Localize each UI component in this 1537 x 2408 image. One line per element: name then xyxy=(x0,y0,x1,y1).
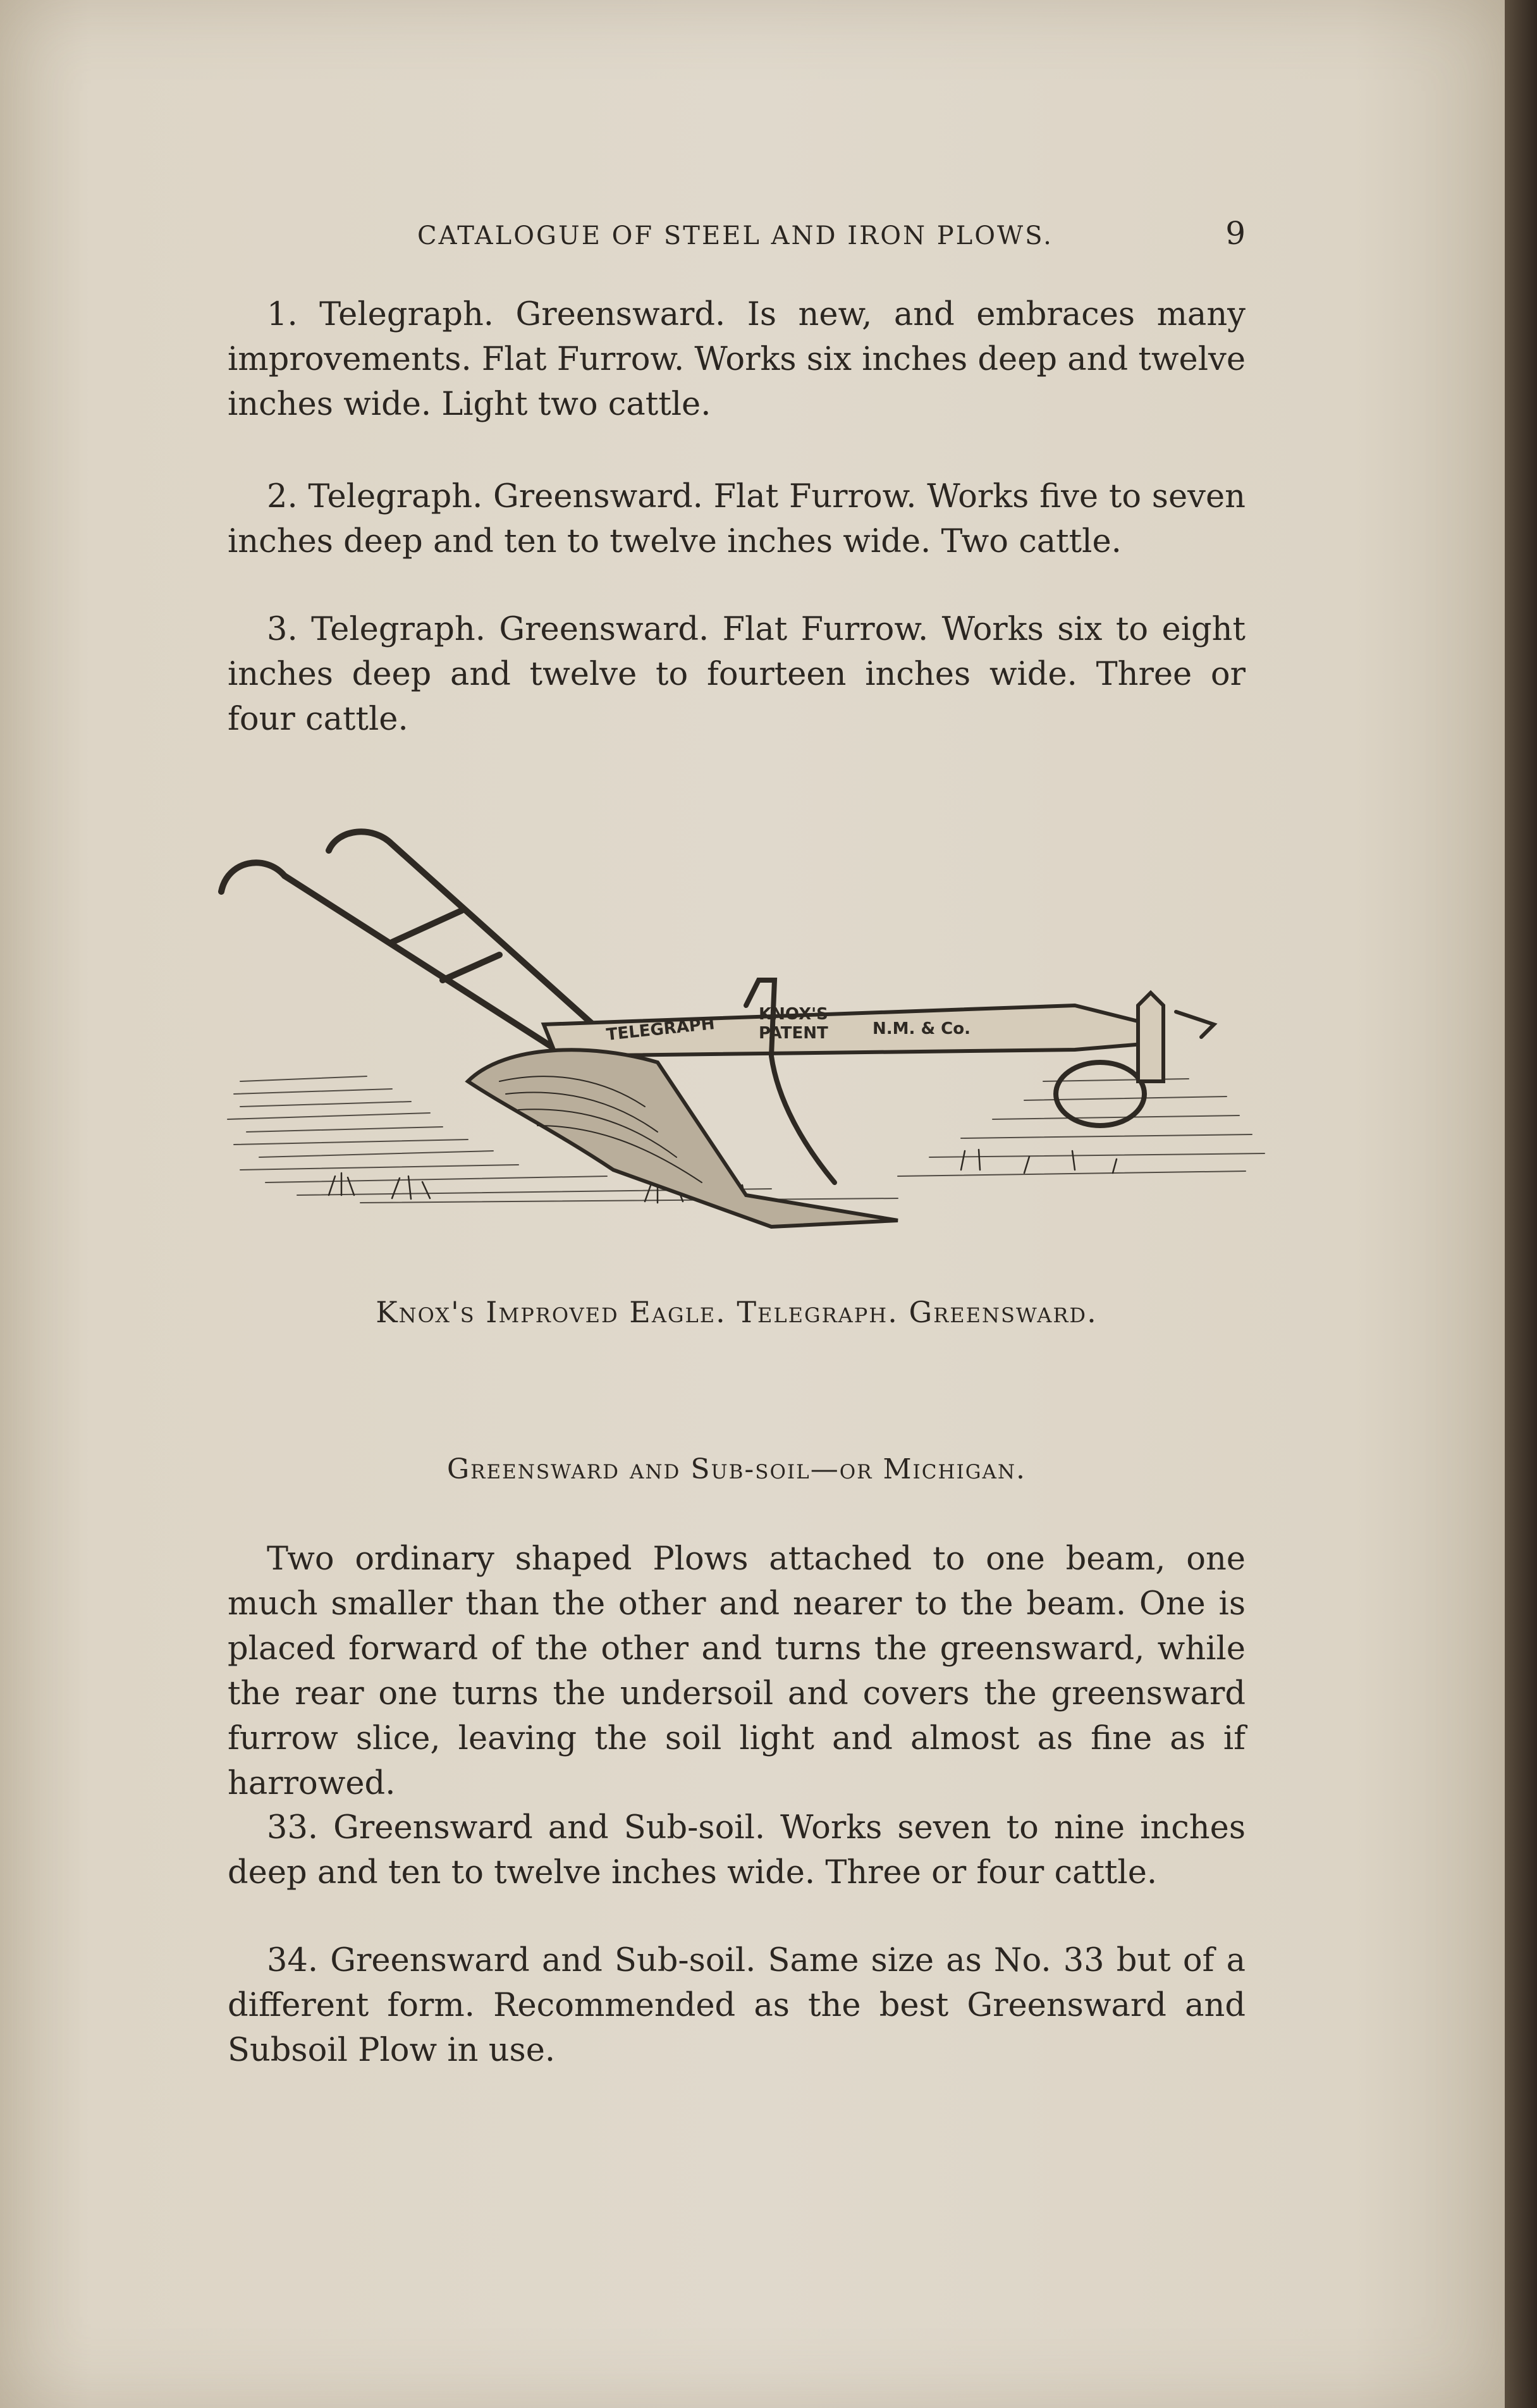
plow-handles xyxy=(221,832,607,1050)
beam-label-maker: N.M. & Co. xyxy=(873,1019,971,1038)
paragraph-subsoil-33: 33. Greensward and Sub-soil. Works seven to nine inches deep and ten to twelve inches wide. Three or four cattle. xyxy=(228,1809,1246,1891)
plow-illustration xyxy=(202,816,1277,1233)
book-edge xyxy=(1505,0,1537,2408)
beam-label-knoxs: KNOX'S xyxy=(759,1005,828,1024)
page-header xyxy=(228,215,1246,259)
page-number: 9 xyxy=(1225,215,1246,252)
paragraph-michigan-description: Two ordinary shaped Plows attached to one beam, one much smaller than the other and nearer to the beam. One is placed forward of the other and turns the greensward, while the rear one turns the undersoil and covers the greensward furrow slice, leaving the soil light and almost as fine as if harrowed. xyxy=(228,1540,1246,1802)
figure-caption: Knox's Improved Eagle. Telegraph. Greensward. xyxy=(376,1295,1098,1329)
gauge-wheel xyxy=(1056,1062,1144,1126)
beam-label-patent: PATENT xyxy=(759,1024,828,1043)
ground-hatching xyxy=(228,1076,1265,1203)
clevis xyxy=(1138,993,1163,1081)
paragraph-telegraph-1: 1. Telegraph. Greensward. Is new, and embraces many improvements. Flat Furrow. Works six inches deep and twelve inches wide. Light two cattle. xyxy=(228,296,1246,423)
paragraph-telegraph-2: 2. Telegraph. Greensward. Flat Furrow. Works five to seven inches deep and ten to twelve inches wide. Two cattle. xyxy=(228,478,1246,560)
paragraph-subsoil-34: 34. Greensward and Sub-soil. Same size as No. 33 but of a different form. Recommended as the best Greensward and Subsoil Plow in use. xyxy=(228,1942,1246,2069)
beam-hook xyxy=(1176,1012,1214,1037)
section-heading: Greensward and Sub-soil—or Michigan. xyxy=(446,1453,1027,1485)
paragraph-telegraph-3: 3. Telegraph. Greensward. Flat Furrow. Works six to eight inches deep and twelve to fourteen inches wide. Three or four cattle. xyxy=(228,611,1246,738)
beam-label-telegraph: TELEGRAPH xyxy=(605,1014,716,1045)
running-head: CATALOGUE OF STEEL AND IRON PLOWS. xyxy=(417,221,1053,250)
